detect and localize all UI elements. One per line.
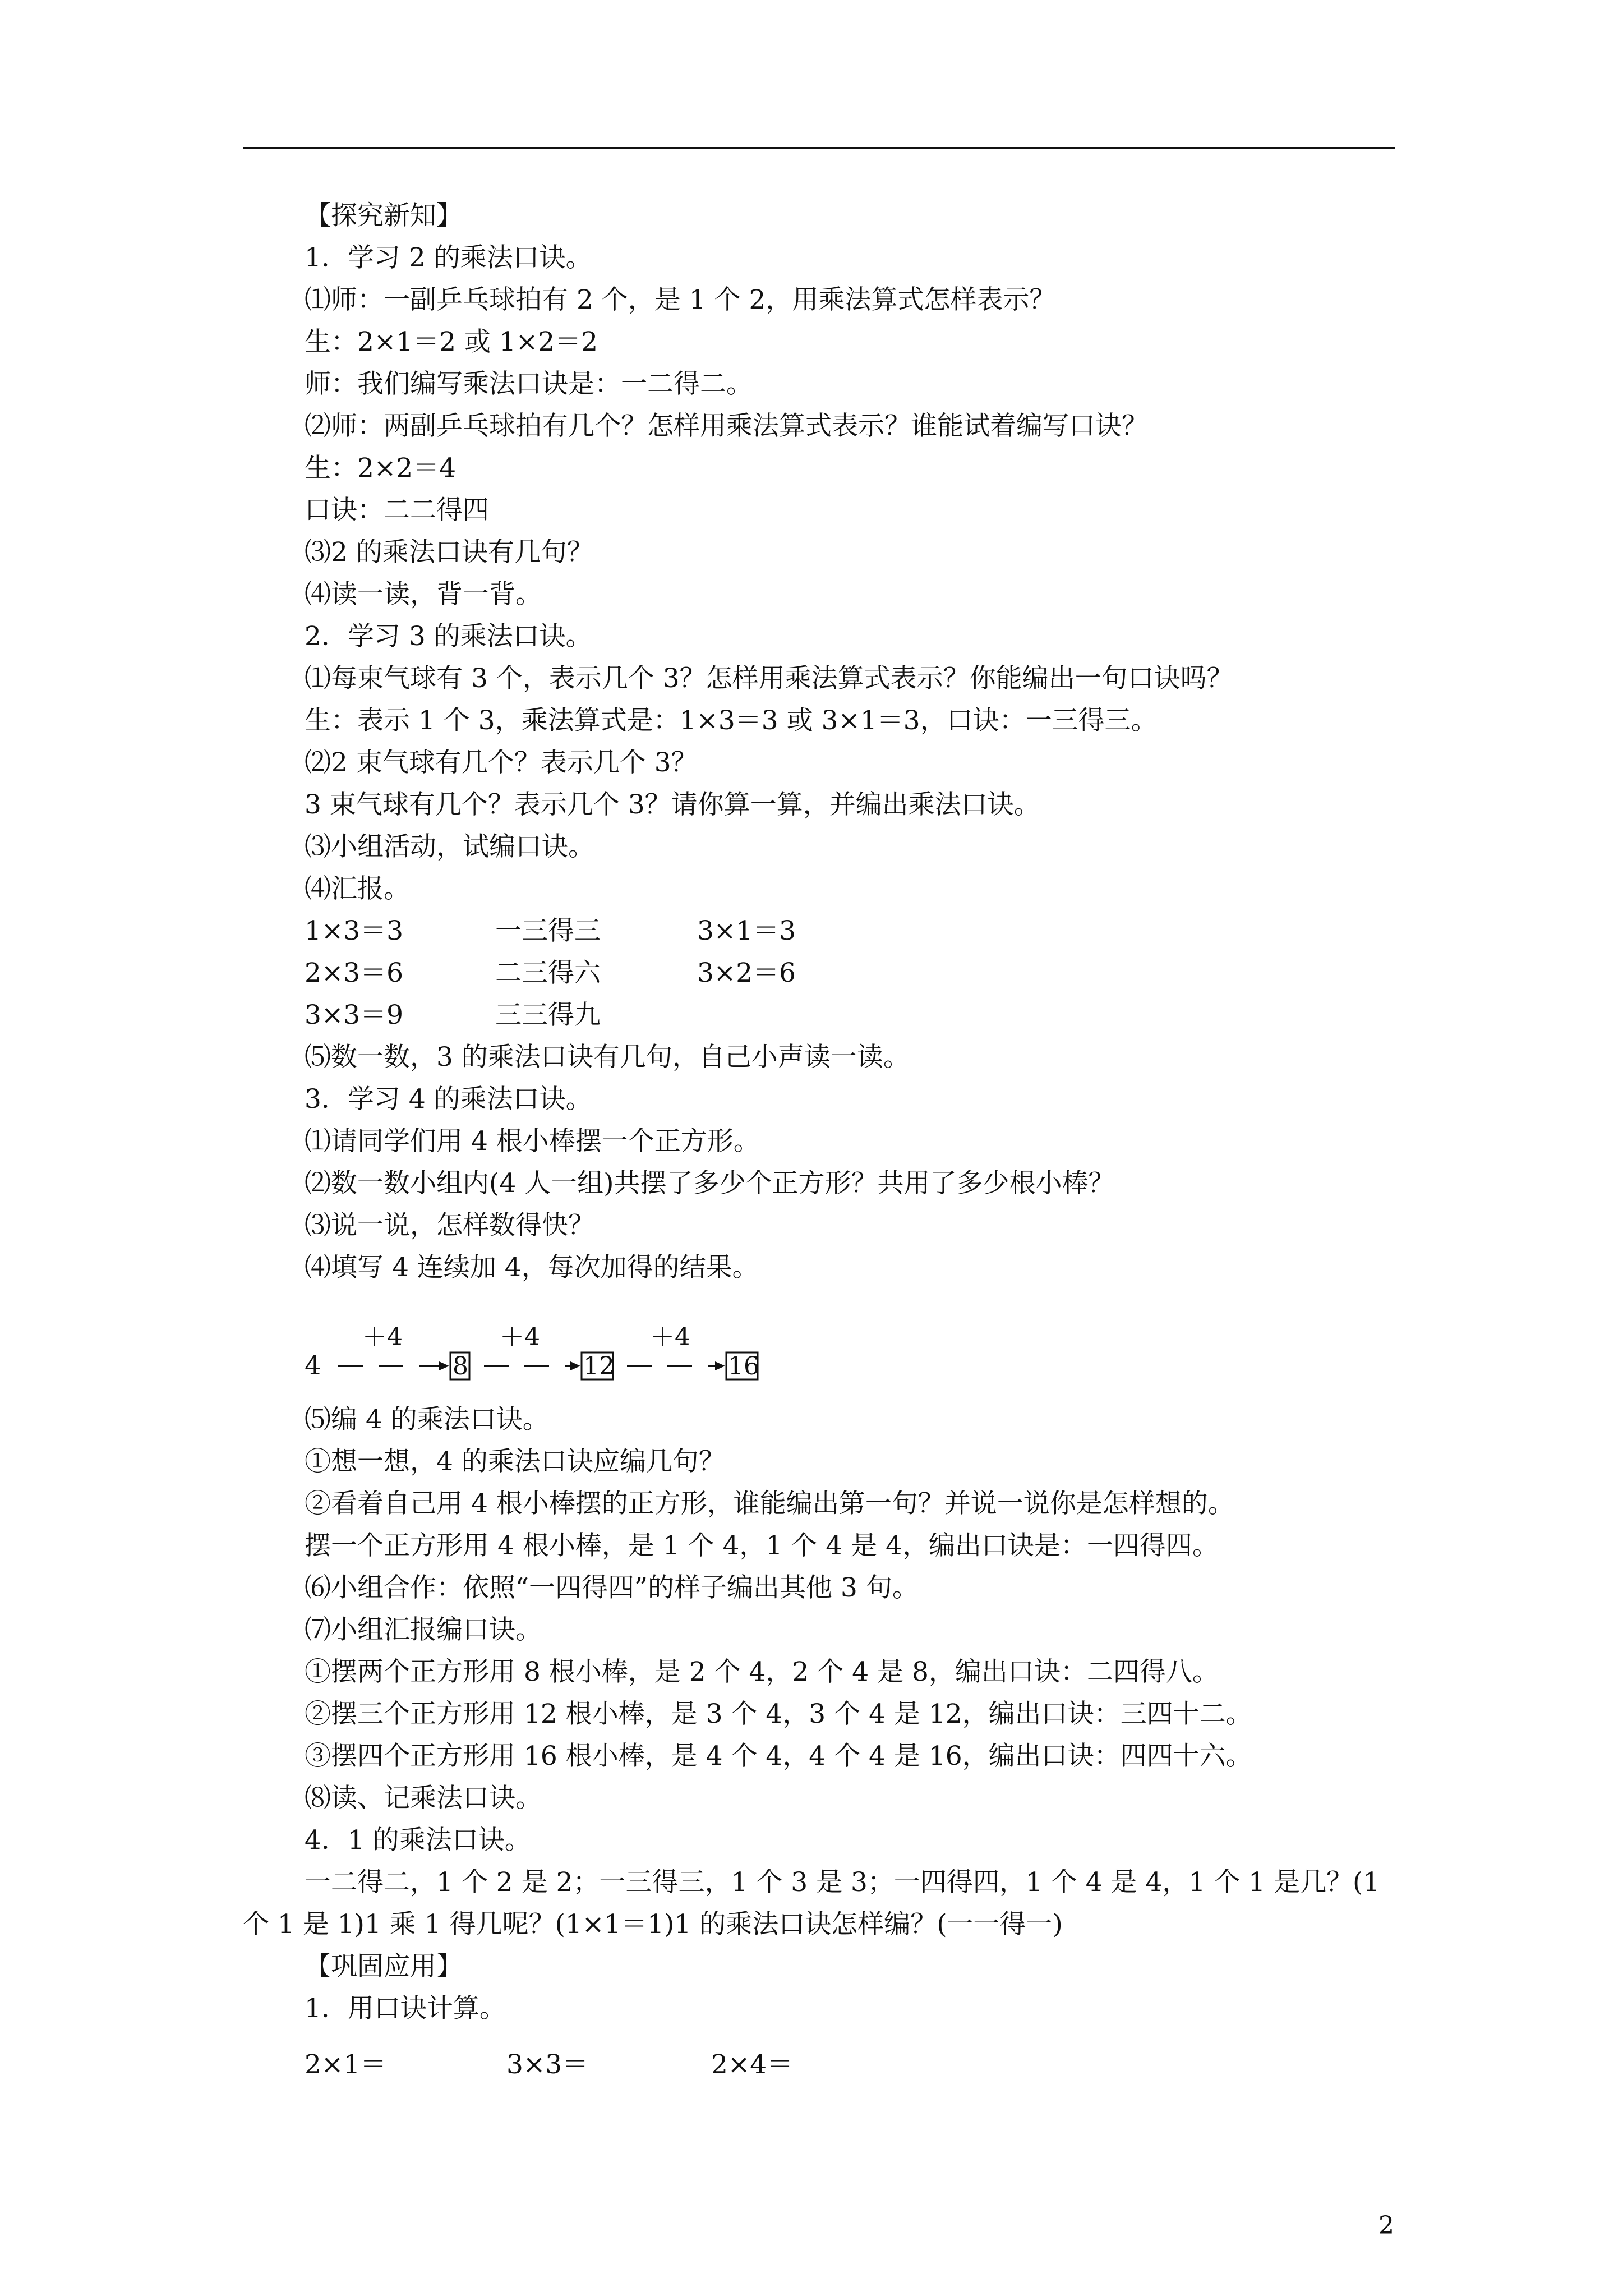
text-line: ⑷汇报。: [305, 873, 410, 904]
header-rule: [243, 147, 1395, 149]
text-line: ⑺小组汇报编口诀。: [305, 1614, 542, 1645]
text-line: ⑸数一数，3 的乘法口诀有几句，自己小声读一读。: [305, 1042, 910, 1073]
table-cell: 3×3＝9: [305, 1000, 404, 1030]
text-line: ⑸编 4 的乘法口诀。: [305, 1404, 549, 1435]
text-line: ②看着自己用 4 根小棒摆的正方形，谁能编出第一句？并说一说你是怎样想的。: [305, 1488, 1234, 1519]
text-line: 生：2×2＝4: [305, 453, 457, 484]
text-line: ⑴请同学们用 4 根小棒摆一个正方形。: [305, 1126, 760, 1157]
table-cell: 3×1＝3: [697, 915, 796, 946]
text-line: 3 束气球有几个？表示几个 3？请你算一算，并编出乘法口诀。: [305, 789, 1040, 820]
section-1-title: 1．学习 2 的乘法口诀。: [305, 242, 592, 273]
text-line: ⑶说一说，怎样数得快？: [305, 1210, 594, 1241]
text-line: ⑴每束气球有 3 个，表示几个 3？怎样用乘法算式表示？你能编出一句口诀吗？: [305, 663, 1233, 694]
text-line: 生：表示 1 个 3，乘法算式是：1×3＝3 或 3×1＝3，口诀：一三得三。: [305, 705, 1158, 736]
table-row: [305, 998, 1034, 1033]
calc-row: [305, 2047, 921, 2082]
table-cell: 二三得六: [495, 958, 601, 988]
text-line: ⑹小组合作：依照“一四得四”的样子编出其他 3 句。: [305, 1572, 919, 1603]
paragraph-line: 一二得二，1 个 2 是 2；一三得三，1 个 3 是 3；一四得四，1 个 4 是 4，1 个 1 是几？(1: [305, 1867, 1380, 1898]
text-line: ①想一想，4 的乘法口诀应编几句？: [305, 1446, 725, 1477]
add-4-sequence-diagram: [305, 1318, 764, 1391]
calc-item: 3×3＝: [506, 2049, 589, 2080]
table-row: [305, 914, 1034, 949]
text-line: 摆一个正方形用 4 根小棒，是 1 个 4，1 个 4 是 4，编出口诀是：一四得四。: [305, 1530, 1219, 1561]
text-line: 生：2×1＝2 或 1×2＝2: [305, 326, 598, 357]
arrow-head: [570, 1361, 580, 1370]
calc-item: 2×4＝: [711, 2049, 794, 2080]
start-number: 4: [305, 1350, 321, 1381]
sequence-svg: [305, 1318, 764, 1391]
text-line: ②摆三个正方形用 12 根小棒，是 3 个 4，3 个 4 是 12，编出口诀：三四十二。: [305, 1699, 1252, 1729]
text-line: ⑶小组活动，试编口诀。: [305, 831, 594, 862]
text-line: ⑵2 束气球有几个？表示几个 3？: [305, 747, 698, 778]
calc-item: 2×1＝: [305, 2049, 387, 2080]
section-2-title: 2．学习 3 的乘法口诀。: [305, 621, 592, 652]
table-cell: 3×2＝6: [697, 958, 796, 988]
section-heading-consolidate: 【巩固应用】: [305, 1951, 463, 1982]
table-cell: 2×3＝6: [305, 958, 404, 988]
text-line: ⑷填写 4 连续加 4，每次加得的结果。: [305, 1252, 759, 1283]
section-heading-explore: 【探究新知】: [305, 200, 463, 231]
step-label: ＋4: [650, 1323, 690, 1351]
text-line: ⑻读、记乘法口诀。: [305, 1783, 542, 1814]
section-4-title: 4．1 的乘法口诀。: [305, 1825, 531, 1856]
page-number: 2: [1378, 2211, 1394, 2240]
arrow-head: [439, 1361, 449, 1370]
step-label: ＋4: [500, 1323, 540, 1351]
text-line: ⑵数一数小组内(4 人一组)共摆了多少个正方形？共用了多少根小棒？: [305, 1168, 1115, 1199]
text-line: 师：我们编写乘法口诀是：一二得二。: [305, 369, 753, 399]
text-line: ⑴师：一副乒乓球拍有 2 个，是 1 个 2，用乘法算式怎样表示？: [305, 284, 1056, 315]
table-cell: 1×3＝3: [305, 915, 404, 946]
arrow-head: [715, 1361, 725, 1370]
text-line: ⑶2 的乘法口诀有几句？: [305, 537, 593, 568]
section-3-title: 3．学习 4 的乘法口诀。: [305, 1084, 592, 1115]
text-line: 口诀：二二得四: [305, 495, 489, 526]
result-value: 16: [728, 1352, 759, 1381]
step-label: ＋4: [362, 1323, 403, 1351]
table-cell: 一三得三: [495, 915, 601, 946]
table-cell: 三三得九: [495, 1000, 601, 1030]
result-value: 12: [583, 1352, 615, 1381]
text-line: ⑷读一读，背一背。: [305, 579, 542, 610]
table-row: [305, 956, 1034, 991]
text-line: ③摆四个正方形用 16 根小棒，是 4 个 4，4 个 4 是 16，编出口诀：四四十六。: [305, 1741, 1252, 1772]
result-value: 8: [453, 1352, 468, 1381]
paragraph-line: 个 1 是 1)1 乘 1 得几呢？(1×1＝1)1 的乘法口诀怎样编？(一一得一): [243, 1909, 1063, 1940]
exercise-title: 1．用口诀计算。: [305, 1993, 506, 2024]
text-line: ①摆两个正方形用 8 根小棒，是 2 个 4，2 个 4 是 8，编出口诀：二四得八。: [305, 1657, 1219, 1687]
text-line: ⑵师：两副乒乓球拍有几个？怎样用乘法算式表示？谁能试着编写口诀？: [305, 411, 1148, 441]
